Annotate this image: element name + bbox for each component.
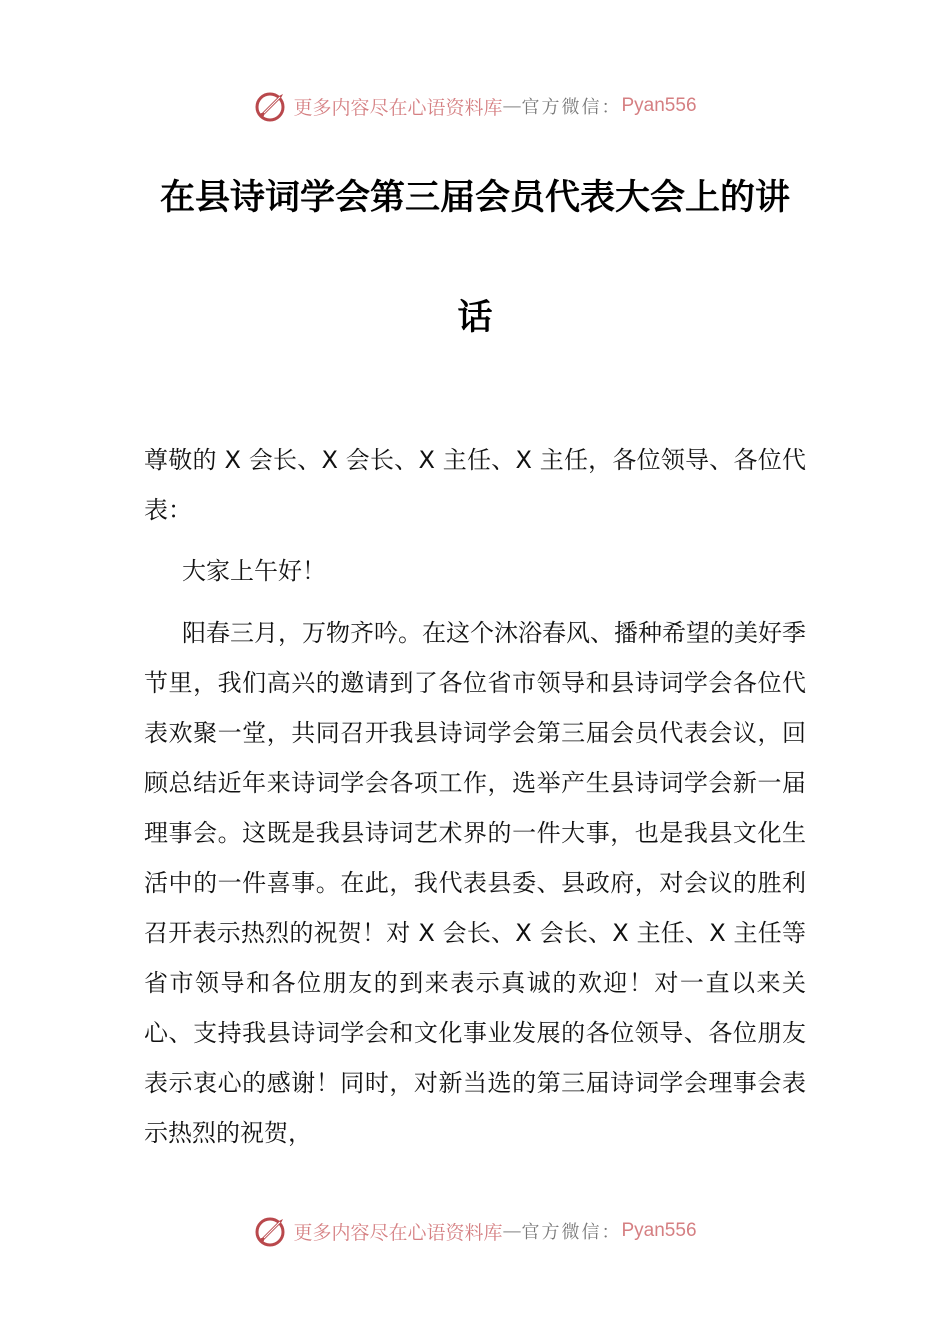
watermark-banner-bottom bbox=[0, 1211, 950, 1251]
watermark-wechat-id: Pyan556 bbox=[621, 95, 697, 116]
watermark-wechat-label: 官方微信： bbox=[521, 1222, 622, 1243]
salutation-paragraph: 尊敬的 X 会长、X 会长、X 主任、X 主任，各位领导、各位代表： bbox=[144, 446, 806, 524]
watermark-separator: — bbox=[502, 1220, 522, 1242]
quill-pen-logo-icon bbox=[253, 88, 289, 124]
watermark-text: 更多内容尽在心语资料库 bbox=[293, 1221, 503, 1244]
watermark-wechat-label: 官方微信： bbox=[521, 97, 622, 118]
greeting-paragraph: 大家上午好！ bbox=[182, 557, 326, 585]
watermark-text: 更多内容尽在心语资料库 bbox=[293, 96, 503, 119]
watermark-wechat-id: Pyan556 bbox=[621, 1220, 697, 1241]
quill-pen-logo-icon bbox=[253, 1213, 289, 1249]
document-title-line-2: 话 bbox=[457, 298, 493, 338]
watermark-separator: — bbox=[502, 95, 522, 117]
body-paragraph: 阳春三月，万物齐吟。在这个沐浴春风、播种希望的美好季节里，我们高兴的邀请到了各位省市领导和县诗词学会各位代表欢聚一堂，共同召开我县诗词学会第三届会员代表会议，回顾总结近年来诗词学会各项工作，选举产生县诗词学会新一届理事会。这既是我县诗词艺术界的一件大事，也是我县文化生活中的一件喜事。在此，我代表县委、县政府，对会议的胜利召开表示热烈的祝贺！对 X 会长、X 会长、X 主任、X 主任等省市领导和各位朋友的到来表示真诚的欢迎！对一直以来关心、支持我县诗词学会和文化事业发展的各位领导、各位朋友表示衷心的感谢！同时，对新当选的第三届诗词学会理事会表示热烈的祝贺， bbox=[144, 619, 806, 1147]
document-title-line-1: 在县诗词学会第三届会员代表大会上的讲 bbox=[159, 178, 790, 218]
watermark-banner-top bbox=[0, 86, 950, 126]
